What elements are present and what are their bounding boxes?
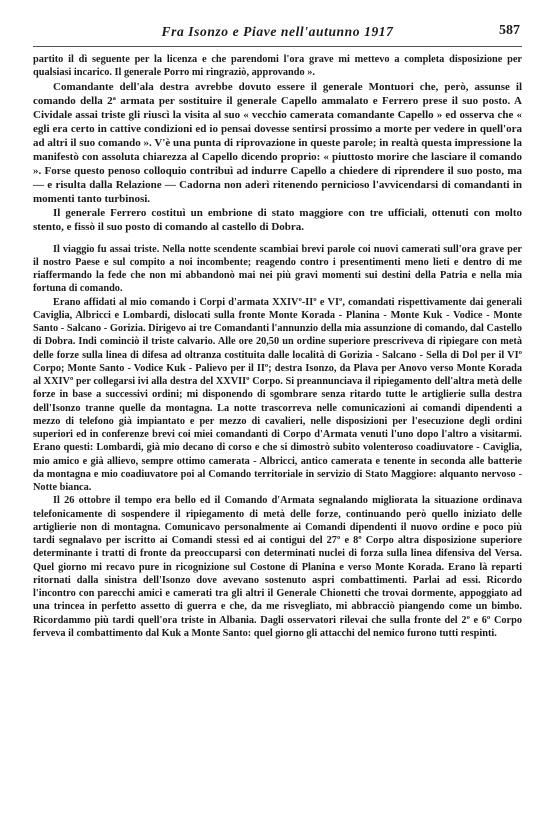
body-text — [33, 53, 522, 640]
paragraph-26-ottobre: Il 26 ottobre il tempo era bello ed il Comando d'Armata segnalando migliorata la situazione ordinava telefonicamente di sospendere il ripiegamento di metà delle forze, continuando però quello iniziato delle artiglierie non di montagna. Comunicavo personalmente ai Comandi dipendenti il nuovo ordine e poco più tardi segnalavo per iscritto ai Comandi stessi ed ai contigui del 27º e 8º Corpo altra disposizione superiore determinante i tratti di fronte da preoccuparsi con determinati nuclei di forza sulla linea difensiva del Versa. Quel giorno mi recavo pure in ricognizione sul Costone di Planina e verso Monte Korada. Erano là reparti ritornati dalla sinistra dell'Isonzo dove avevano sostenuto aspri combattimenti. Parlai ad essi. Ricordo l'incontro con parecchi amici e camerati tra gli altri il Generale Chionetti che trovai dormente, appoggiato ad una trincea in perfetto assetto di guerra e che, da me risvegliato, mi abbracciò piangendo come un bimbo. Ricordammo più tardi quell'ora triste in Albania. Dagli osservatori rilevai che sulla fronte del 2º e 6º Corpo ferveva il combattimento dal Kuk a Monte Santo: quel giorno gli attacchi del nemico furono tutti respinti. — [33, 495, 522, 639]
paragraph-continuation: partito il dì seguente per la licenza e che parendomi l'ora grave mi mettevo a completa disposizione per qualsiasi incarico. Il generale Porro mi ringraziò, approvando ». — [33, 54, 522, 79]
paragraph-viaggio: Il viaggio fu assai triste. Nella notte scendente scambiai brevi parole coi nuovi camerati sull'ora grave per il nostro Paese e sul compito a noi incombente; reagendo contro i presentimenti meno lieti e dentro di me riaffermando la fede che non mi abbandonò mai nei più gravi momenti sui destini della Patria e nella mia fortuna di comando. — [33, 243, 522, 295]
chapter-title: Fra Isonzo e Piave nell'autunno 1917 — [161, 24, 394, 39]
page-number: 587 — [499, 23, 520, 38]
paragraph-ferrero: Il generale Ferrero costituì un embrione di stato maggiore con tre ufficiali, ottenuti con molto stento, e fissò il suo posto di comando al castello di Dobra. — [33, 207, 522, 234]
paragraph-corpi-armata: Erano affidati al mio comando i Corpi d'armata XXIVº-IIº e VIº, comandati rispettivamente dai generali Caviglia, Albricci e Lombardi, dislocati sulla fronte Monte Korada - Planina - Monte Kuk - Vodice - Monte Santo - Salcano - Gorizia. Dirigevo ai tre Comandanti l'annunzio della mia assunzione di comando, dal Castello di Dobra. Indi cominciò il triste calvario. Alle ore 20,50 un ordine superiore prescriveva di ripiegare con metà delle forze sulla linea di difesa ad oltranza costituita dalle località di Gorizia - Salcano - Sella di Dol per il VIº Corpo; Monte Santo - Vodice Kuk - Palievo per il IIº; destra Isonzo, da Plava per Anovo verso Monte Korada al XXIVº per collegarsi ivi alla destra del XXVIIº Corpo. Si preannunciava il ripiegamento dell'altra metà delle forze in base a successivi ordini; mi disponendo di sgombrare senza ritardo tutte le artiglierie sulla destra dell'Isonzo tranne quelle da montagna. La notte trascorreva nelle comunicazioni ai comandi dipendenti a mezzo di telefono già impiantato e per mezzo di cavalieri, nelle disposizioni per l'esecuzione degli ordini superiori ed in conferenze brevi coi miei comandanti di Corpo d'Armata venuti l'uno dopo l'altro a visitarmi. Erano questi: Lombardi, già mio decano di corso e che si dimostrò subito volenteroso coadiuvatore - Caviglia, mio amico e già allievo, sempre ottimo camerata - Albricci, antico camerata e tenente in seconda alle batterie da montagna e mio coadiuvatore poi al Comando territoriale in servizio di Stato Maggiore: alquanto nervoso - Notte bianca. — [33, 296, 522, 494]
paragraph-montuori: Comandante dell'ala destra avrebbe dovuto essere il generale Montuori che, però, assunse il comando della 2ª armata per sostituire il generale Capello ammalato e Ferrero prese il suo posto. A Cividale assai triste gli riuscì la visita al suo « vecchio camerata comandante Capello » ed osserva che « egli era certo in cattive condizioni ed io pensai dovesse sentirsi prossimo a morte per vedere in quell'ora ad altri il suo comando ». V'è una punta di riprovazione in queste parole; in realtà questa impressione la manifestò con assoluta chiarezza al Capello dicendo proprio: « piuttosto morire che lasciare il comando ». Forse questo penoso colloquio contribuì ad indurre Capello a chiedere di riprendere il suo posto, ma — e risulta dalla Relazione — Cadorna non aderì ritenendo pernicioso l'avvicendarsi di comandanti in momenti tanto turbinosi. — [33, 80, 522, 206]
running-header — [33, 22, 522, 47]
